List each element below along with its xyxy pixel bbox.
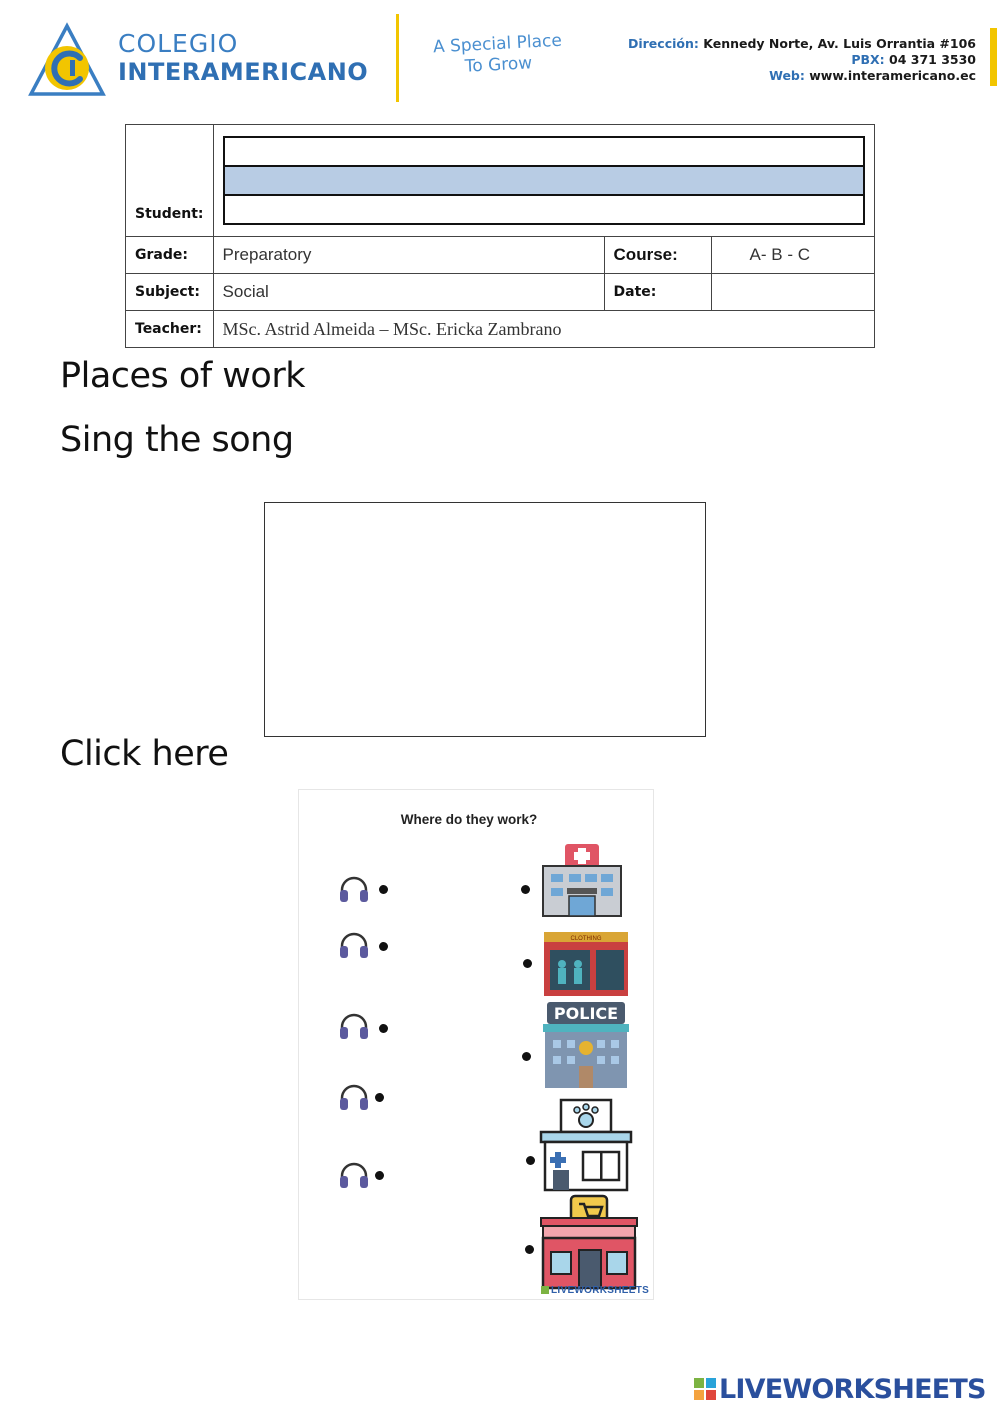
teacher-value: MSc. Astrid Almeida – MSc. Ericka Zambrano xyxy=(213,311,874,348)
grade-label: Grade: xyxy=(126,237,214,274)
vet-clinic-icon xyxy=(537,1096,635,1192)
match-dot-left[interactable] xyxy=(379,942,388,951)
address-label: Dirección: xyxy=(627,36,699,51)
match-dot-right[interactable] xyxy=(522,1052,531,1061)
date-label: Date: xyxy=(604,274,711,311)
course-value: A- B - C xyxy=(711,237,874,274)
sing-heading: Sing the song xyxy=(60,420,294,460)
match-dot-right[interactable] xyxy=(521,885,530,894)
clothing-store-icon xyxy=(542,930,630,998)
phone-label: PBX: xyxy=(851,52,885,67)
match-dot-left[interactable] xyxy=(379,885,388,894)
school-name-line1: COLEGIO xyxy=(118,29,239,58)
headphones-icon[interactable] xyxy=(339,876,369,902)
liveworksheets-brand-text: LIVEWORKSHEETS xyxy=(719,1374,986,1405)
slogan-line2: To Grow xyxy=(464,53,533,77)
worksheet-image xyxy=(298,789,654,1300)
page-title: Places of work xyxy=(60,356,305,396)
worksheet-brand-text: LIVEWORKSHEETS xyxy=(551,1285,650,1296)
match-dot-left[interactable] xyxy=(379,1024,388,1033)
student-name-field-2[interactable] xyxy=(223,167,865,194)
contact-block xyxy=(628,36,976,84)
headphones-icon[interactable] xyxy=(339,1013,369,1039)
hospital-icon xyxy=(539,842,625,918)
student-name-field-1[interactable] xyxy=(223,136,865,167)
school-slogan xyxy=(422,30,574,80)
grade-value: Preparatory xyxy=(213,237,604,274)
web-line xyxy=(628,68,976,84)
web-label: Web: xyxy=(769,68,805,83)
police-station-icon xyxy=(541,1000,631,1090)
school-logo-icon xyxy=(28,22,106,98)
address-line xyxy=(628,36,976,52)
worksheet-title: Where do they work? xyxy=(400,812,538,827)
student-info-table xyxy=(125,124,875,348)
match-dot-right[interactable] xyxy=(526,1156,535,1165)
school-name-line2: INTERAMERICANO xyxy=(118,58,369,86)
supermarket-icon xyxy=(539,1194,639,1290)
headphones-icon[interactable] xyxy=(339,1162,369,1188)
phone-line xyxy=(628,52,976,68)
headphones-icon[interactable] xyxy=(339,932,369,958)
match-dot-right[interactable] xyxy=(523,959,532,968)
student-name-field-3[interactable] xyxy=(223,194,865,225)
date-value[interactable] xyxy=(711,274,874,311)
web-value: www.interamericano.ec xyxy=(809,68,976,83)
student-label: Student: xyxy=(126,125,214,237)
match-dot-left[interactable] xyxy=(375,1093,384,1102)
teacher-label: Teacher: xyxy=(126,311,214,348)
liveworksheets-logo-icon xyxy=(694,1378,716,1400)
police-sign-text: POLICE xyxy=(553,1004,619,1023)
subject-value: Social xyxy=(213,274,604,311)
header-divider xyxy=(396,14,399,102)
phone-value: 04 371 3530 xyxy=(889,52,976,67)
click-here-link[interactable]: Click here xyxy=(60,734,229,774)
worksheet-brand xyxy=(541,1285,649,1296)
match-dot-left[interactable] xyxy=(375,1171,384,1180)
course-label: Course: xyxy=(604,237,711,274)
address-value: Kennedy Norte, Av. Luis Orrantia #106 xyxy=(703,36,976,51)
brand-square-icon xyxy=(541,1286,549,1294)
match-dot-right[interactable] xyxy=(525,1245,534,1254)
headphones-icon[interactable] xyxy=(339,1084,369,1110)
store-sign-text: CLOTHING xyxy=(570,936,602,942)
header-accent-bar xyxy=(990,28,997,86)
student-name-cell xyxy=(213,125,874,237)
slogan-line1: A Special Place xyxy=(432,30,563,58)
subject-label: Subject: xyxy=(126,274,214,311)
video-embed-box[interactable] xyxy=(264,502,706,737)
